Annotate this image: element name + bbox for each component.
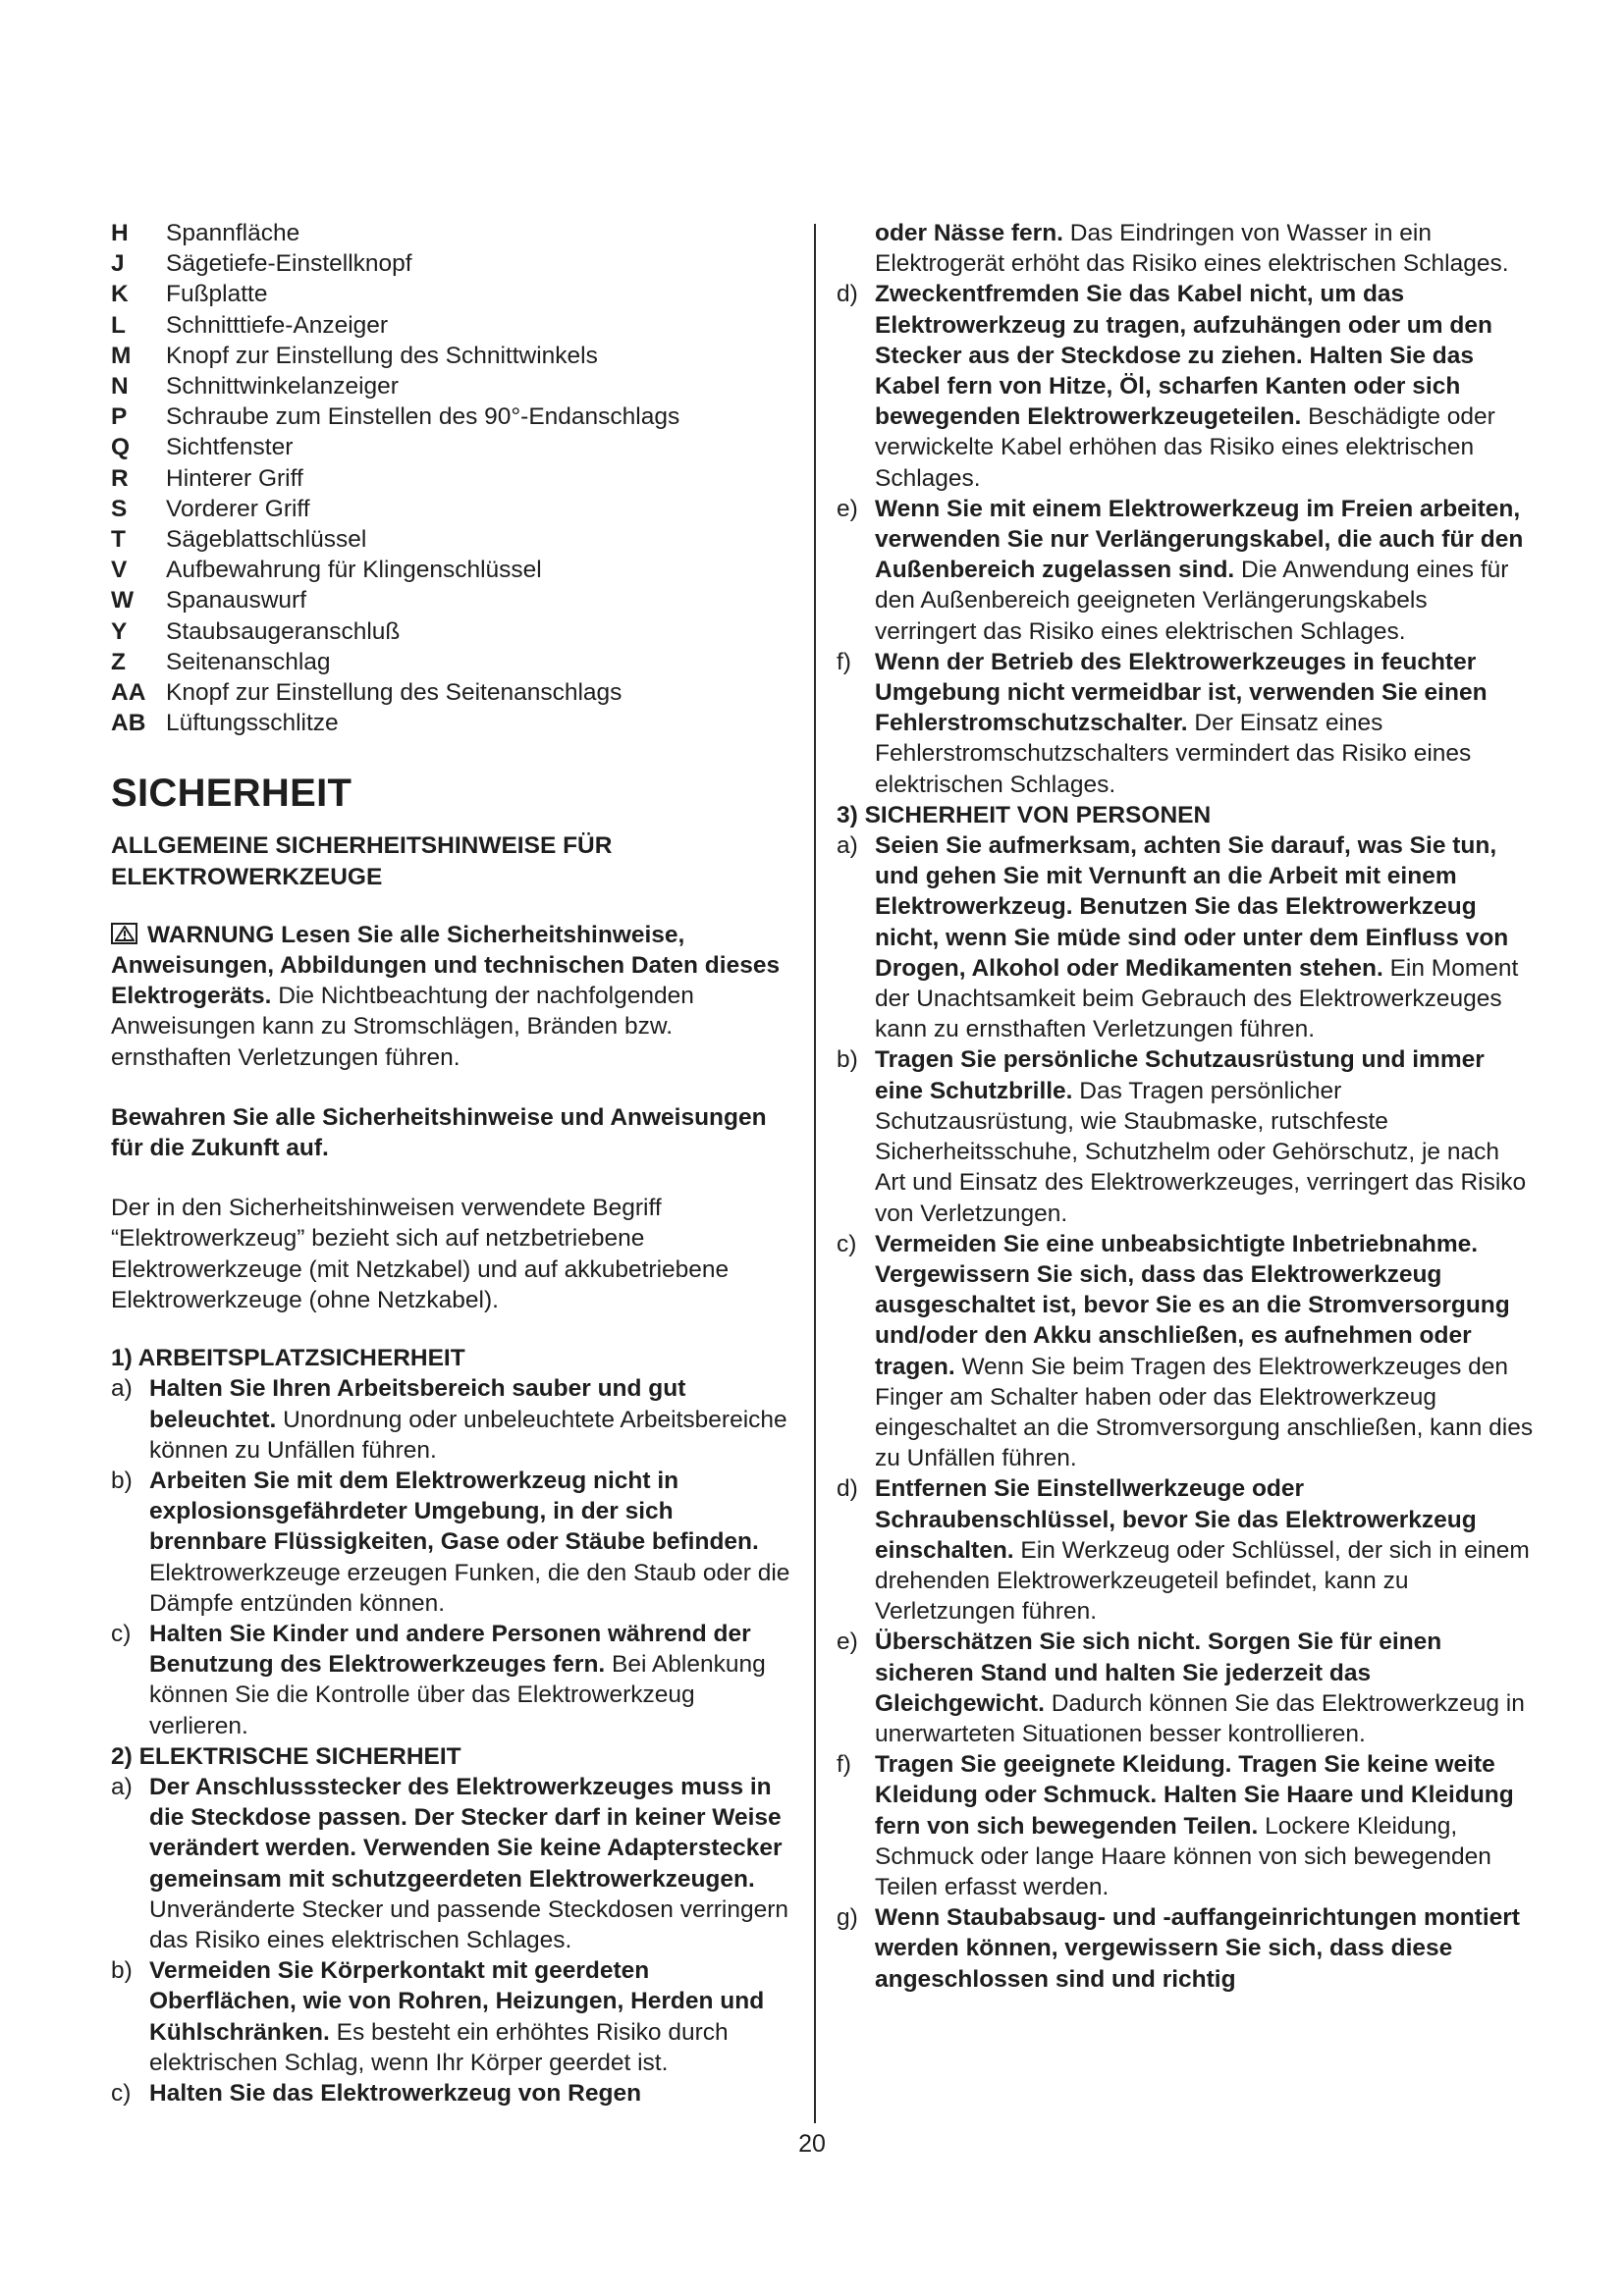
- list-item-bold: Wenn Staubabsaug- und -auffangeinrichtungen montiert werden können, vergewissern Sie sich, dass diese angeschlossen sind und richtig: [875, 1904, 1520, 1993]
- legend-text: Sägeblattschlüssel: [166, 526, 367, 554]
- list-item-bold: Überschätzen Sie sich nicht. Sorgen Sie für einen sicheren Stand und halten Sie jederzeit das Gleichgewicht.: [875, 1629, 1442, 1717]
- list-item-text: Der Einsatz eines Fehlerstromschutzschalters vermindert das Risiko eines elektrischen Schlages.: [875, 710, 1472, 798]
- legend-key: AB: [111, 710, 146, 737]
- list-item-letter: c): [111, 1620, 132, 1647]
- legend-key: T: [111, 526, 126, 554]
- list-item-letter: g): [837, 1904, 858, 1932]
- page-number: 20: [798, 2130, 826, 2158]
- list-item-letter: b): [111, 1957, 133, 1985]
- list-item: [111, 2078, 790, 2109]
- list-item-bold: Zweckentfremden Sie das Kabel nicht, um das Elektrowerkzeug zu tragen, aufzuhängen oder um den Stecker aus der Steckdose zu ziehen. Halten Sie das Kabel fern von Hitze, Öl, scharfen Kanten oder sich bewegenden Elektrowerkzeugeteilen.: [875, 281, 1492, 431]
- group-3: [837, 800, 1534, 1995]
- legend-row: [111, 432, 790, 462]
- legend-key: Q: [111, 434, 131, 461]
- group-1-heading: 1) ARBEITSPLATZSICHERHEIT: [111, 1345, 465, 1372]
- list-item-letter: d): [837, 1475, 858, 1503]
- list-item: [837, 279, 1534, 493]
- list-item-body: [149, 1772, 790, 1955]
- list-item-bold: Der Anschlussstecker des Elektrowerkzeuges muss in die Steckdose passen. Der Stecker darf in keiner Weise verändert werden. Verwenden Sie keine Adapterstecker gemeinsam mit schutzgeerdeten Elektrowerkzeugen.: [149, 1773, 783, 1893]
- list-item: [837, 830, 1534, 1044]
- list-item-bold: Entfernen Sie Einstellwerkzeuge oder Schraubenschlüssel, bevor Sie das Elektrowerkzeug einschalten.: [875, 1475, 1477, 1564]
- list-item-bold: Tragen Sie geeignete Kleidung. Tragen Sie keine weite Kleidung oder Schmuck. Halten Sie Haare und Kleidung fern von sich bewegenden Teilen.: [875, 1751, 1514, 1840]
- legend-text: Lüftungsschlitze: [166, 710, 339, 737]
- legend-row: [111, 647, 790, 677]
- list-item: [111, 1466, 790, 1619]
- list-item-letter: a): [837, 832, 858, 860]
- legend-row: [111, 279, 790, 309]
- list-item-body: [875, 1749, 1534, 1902]
- list-item-letter: b): [111, 1467, 133, 1494]
- left-column: [111, 218, 790, 2109]
- keep-notice-text: Bewahren Sie alle Sicherheitshinweise und Anweisungen für die Zukunft auf.: [111, 1103, 767, 1162]
- list-item-letter: f): [837, 1751, 851, 1779]
- list-item: [837, 1749, 1534, 1902]
- list-item-bold: Arbeiten Sie mit dem Elektrowerkzeug nicht in explosionsgefährdeter Umgebung, in der sich brennbare Flüssigkeiten, Gase oder Stäube befinden.: [149, 1467, 759, 1556]
- list-item-body: [149, 2078, 790, 2109]
- list-item-bold: Vermeiden Sie eine unbeabsichtigte Inbetriebnahme. Vergewissern Sie sich, dass das Elektrowerkzeug ausgeschaltet ist, bevor Sie es an die Stromversorgung und/oder den Akku anschließen, es aufnehmen oder tragen.: [875, 1230, 1510, 1380]
- legend-row: [111, 494, 790, 524]
- legend-text: Spanauswurf: [166, 587, 307, 614]
- group-2: [111, 1741, 790, 2109]
- list-item-bold: Wenn der Betrieb des Elektrowerkzeuges in feuchter Umgebung nicht vermeidbar ist, verwenden Sie einen Fehlerstromschutzschalter.: [875, 648, 1488, 737]
- legend-key: H: [111, 220, 129, 246]
- list-item-bold: Tragen Sie persönliche Schutzausrüstung und immer eine Schutzbrille.: [875, 1046, 1485, 1104]
- legend-key: S: [111, 495, 128, 522]
- legend-text: Schnitttiefe-Anzeiger: [166, 311, 389, 339]
- list-item-text: Ein Werkzeug oder Schlüssel, der sich in einem drehenden Elektrowerkzeugeteil befindet, kann zu Verletzungen führen.: [875, 1536, 1530, 1626]
- list-item-body: [875, 830, 1534, 1044]
- legend-text: Seitenanschlag: [166, 648, 331, 675]
- list-item-letter: a): [111, 1375, 133, 1403]
- legend-text: Knopf zur Einstellung des Seitenanschlags: [166, 679, 623, 707]
- continued-text: Das Eindringen von Wasser in ein Elektrogerät erhöht das Risiko eines elektrischen Schlages.: [875, 220, 1509, 278]
- legend-row: [111, 677, 790, 708]
- list-item-letter: c): [837, 1230, 857, 1257]
- list-item-bold: Halten Sie Kinder und andere Personen während der Benutzung des Elektrowerkzeuges fern.: [149, 1620, 751, 1679]
- list-item-body: [875, 494, 1534, 647]
- legend-row: [111, 708, 790, 738]
- section-title: SICHERHEIT: [111, 772, 352, 816]
- list-item: [111, 1619, 790, 1741]
- legend-key: N: [111, 373, 129, 400]
- list-item-text: Es besteht ein erhöhtes Risiko durch elektrischen Schlag, wenn Ihr Körper geerdet ist.: [149, 2018, 729, 2076]
- list-item-body: [875, 279, 1534, 493]
- list-item-text: Beschädigte oder verwickelte Kabel erhöhen das Risiko eines elektrischen Schlages.: [875, 403, 1495, 492]
- list-item: [837, 494, 1534, 647]
- legend-key: V: [111, 557, 128, 584]
- list-item-letter: e): [837, 1629, 858, 1656]
- legend-text: Sägetiefe-Einstellknopf: [166, 250, 412, 278]
- list-item-body: [149, 1619, 790, 1741]
- warning-paragraph: [111, 920, 790, 1073]
- legend-row: [111, 218, 790, 248]
- list-item-body: [875, 1902, 1534, 1995]
- subheading: ALLGEMEINE SICHERHEITSHINWEISE FÜR ELEKTROWERKZEUGE: [111, 832, 613, 890]
- list-item-bold: Wenn Sie mit einem Elektrowerkzeug im Freien arbeiten, verwenden Sie nur Verlängerungskabel, die auch für den Außenbereich zugelassen sind.: [875, 495, 1524, 584]
- legend-text: Schraube zum Einstellen des 90°-Endanschlags: [166, 403, 680, 431]
- list-item-text: Bei Ablenkung können Sie die Kontrolle über das Elektrowerkzeug verlieren.: [149, 1651, 766, 1739]
- list-item-bold: Halten Sie das Elektrowerkzeug von Regen: [149, 2079, 642, 2107]
- list-item-text: Das Tragen persönlicher Schutzausrüstung, wie Staubmaske, rutschfeste Sicherheitsschuhe, Schutzhelm oder Gehörschutz, je nach Art und Einsatz des Elektrowerkzeuges, verringert das Risiko von Verletzungen.: [875, 1077, 1527, 1227]
- warning-text: Die Nichtbeachtung der nachfolgenden Anweisungen kann zu Stromschlägen, Bränden bzw. ernsthaften Verletzungen führen.: [111, 983, 694, 1071]
- list-item: [837, 1902, 1534, 1995]
- term-definition: Der in den Sicherheitshinweisen verwendete Begriff “Elektrowerkzeug” bezieht sich auf netzbetriebene Elektrowerkzeuge (mit Netzkabel) und auf akkubetriebene Elektrowerkzeuge (ohne Netzkabel).: [111, 1195, 730, 1313]
- legend-key: M: [111, 342, 132, 369]
- legend-key: J: [111, 250, 125, 278]
- list-item-letter: f): [837, 648, 851, 675]
- legend-row: [111, 585, 790, 615]
- legend-key: Y: [111, 617, 128, 645]
- list-item-bold: Seien Sie aufmerksam, achten Sie darauf, was Sie tun, und gehen Sie mit Vernunft an die Arbeit mit einem Elektrowerkzeug. Benutzen Sie das Elektrowerkzeug nicht, wenn Sie müde sind oder unter dem Einfluss von Drogen, Alkohol oder Medikamenten stehen.: [875, 832, 1509, 982]
- list-item-text: Ein Moment der Unachtsamkeit beim Gebrauch des Elektrowerkzeuges kann zu ernsthaften Verletzungen führen.: [875, 954, 1519, 1043]
- legend-row: [111, 555, 790, 585]
- list-item: [837, 1044, 1534, 1228]
- list-item-body: [149, 1955, 790, 2078]
- legend-text: Spannfläche: [166, 220, 300, 246]
- legend-key: K: [111, 281, 129, 308]
- legend-text: Schnittwinkelanzeiger: [166, 373, 399, 400]
- legend-text: Knopf zur Einstellung des Schnittwinkels: [166, 342, 598, 369]
- legend-row: [111, 616, 790, 647]
- legend-key: AA: [111, 679, 146, 707]
- column-divider: [814, 224, 816, 2123]
- list-item: [837, 1473, 1534, 1627]
- warning-bold: WARNUNG Lesen Sie alle Sicherheitshinweise, Anweisungen, Abbildungen und technischen Daten dieses Elektrogeräts.: [111, 921, 781, 1010]
- legend-text: Staubsaugeranschluß: [166, 617, 401, 645]
- list-item-text: Lockere Kleidung, Schmuck oder lange Haare können von sich bewegenden Teilen erfasst werden.: [875, 1812, 1491, 1900]
- list-item: [837, 1229, 1534, 1474]
- list-item-body: [149, 1466, 790, 1619]
- list-item: [837, 1627, 1534, 1749]
- list-item-continued: [837, 218, 1534, 279]
- list-item: [837, 647, 1534, 800]
- list-item-body: [875, 1229, 1534, 1474]
- legend-key: Z: [111, 648, 126, 675]
- legend-row: [111, 524, 790, 555]
- list-item: [111, 1772, 790, 1955]
- legend-row: [111, 401, 790, 432]
- legend-row: [111, 341, 790, 371]
- keep-notice: [111, 1102, 790, 1163]
- legend-row: [111, 248, 790, 279]
- legend-row: [111, 463, 790, 494]
- list-item: [111, 1373, 790, 1466]
- list-item-text: Die Anwendung eines für den Außenbereich geeigneten Verlängerungskabels verringert das Risiko eines elektrischen Schlages.: [875, 557, 1509, 645]
- legend-text: Sichtfenster: [166, 434, 294, 461]
- legend-text: Vorderer Griff: [166, 495, 310, 522]
- legend-text: Aufbewahrung für Klingenschlüssel: [166, 557, 542, 584]
- list-item-letter: a): [111, 1773, 133, 1800]
- legend-key: P: [111, 403, 128, 431]
- list-item-body: [149, 1373, 790, 1466]
- legend-key: R: [111, 464, 129, 492]
- list-item-text: Wenn Sie beim Tragen des Elektrowerkzeuges den Finger am Schalter haben oder das Elektrowerkzeug eingeschaltet an die Stromversorgung anschließen, kann dies zu Unfällen führen.: [875, 1353, 1534, 1472]
- right-column: [837, 218, 1534, 1995]
- list-item-body: [875, 647, 1534, 800]
- legend-row: [111, 310, 790, 341]
- list-item-text: Unveränderte Stecker und passende Steckdosen verringern das Risiko eines elektrischen Schlages.: [149, 1896, 788, 1953]
- legend-text: Fußplatte: [166, 281, 268, 308]
- list-item-body: [875, 1044, 1534, 1228]
- continued-bold: oder Nässe fern.: [875, 220, 1063, 246]
- list-item-text: Elektrowerkzeuge erzeugen Funken, die den Staub oder die Dämpfe entzünden können.: [149, 1559, 790, 1617]
- list-item-letter: e): [837, 495, 858, 522]
- legend-row: [111, 371, 790, 401]
- warning-triangle-icon: [111, 923, 137, 944]
- group-3-heading: 3) SICHERHEIT VON PERSONEN: [837, 801, 1212, 828]
- group-1: [111, 1343, 790, 1741]
- list-item-letter: b): [837, 1046, 858, 1074]
- list-item-letter: c): [111, 2079, 132, 2107]
- list-item-bold: Vermeiden Sie Körperkontakt mit geerdeten Oberflächen, wie von Rohren, Heizungen, Herden und Kühlschränken.: [149, 1957, 765, 2046]
- list-item-letter: d): [837, 281, 858, 308]
- legend-text: Hinterer Griff: [166, 464, 303, 492]
- list-item-text: Unordnung oder unbeleuchtete Arbeitsbereiche können zu Unfällen führen.: [149, 1406, 787, 1464]
- list-item-body: [875, 1473, 1534, 1627]
- list-item-bold: Halten Sie Ihren Arbeitsbereich sauber und gut beleuchtet.: [149, 1375, 686, 1433]
- list-item-body: [875, 1627, 1534, 1749]
- list-item-text: Dadurch können Sie das Elektrowerkzeug in unerwarteten Situationen besser kontrollieren.: [875, 1689, 1525, 1747]
- legend-key: L: [111, 311, 126, 339]
- parts-legend: [111, 218, 790, 738]
- list-item: [111, 1955, 790, 2078]
- group-2-heading: 2) ELEKTRISCHE SICHERHEIT: [111, 1742, 461, 1770]
- legend-key: W: [111, 587, 135, 614]
